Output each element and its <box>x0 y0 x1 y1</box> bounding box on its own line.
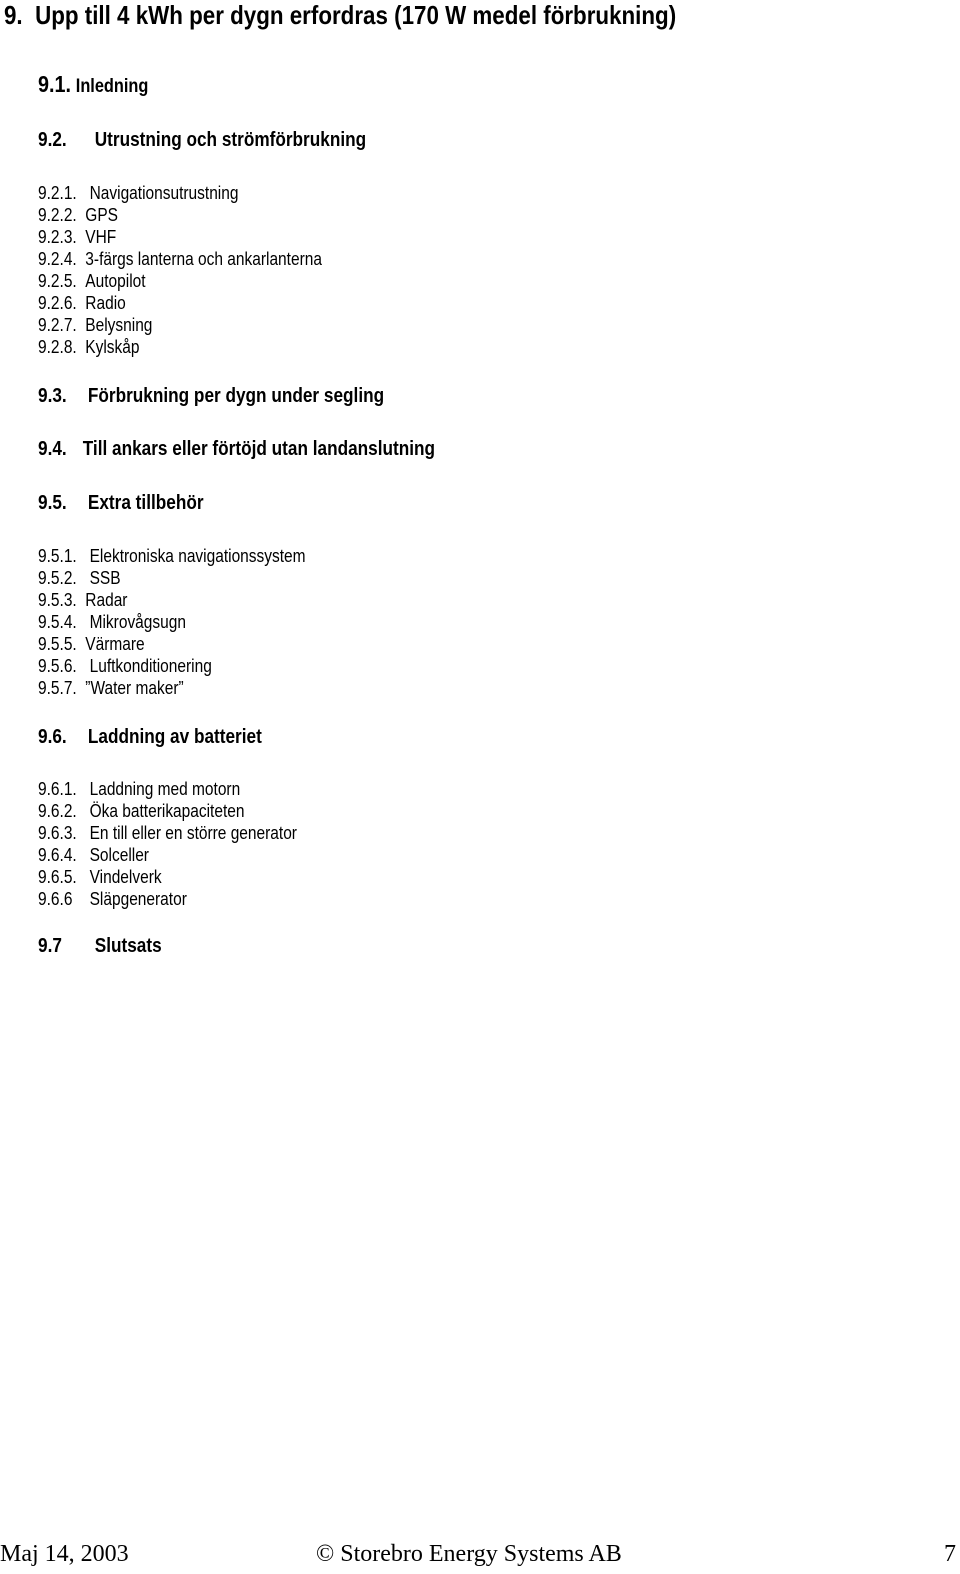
list-item: 9.5.5. Värmare <box>38 634 145 654</box>
list-item: 9.2.1. Navigationsutrustning <box>38 183 239 203</box>
list-item: 9.5.2. SSB <box>38 568 121 588</box>
list-item: 9.2.7. Belysning <box>38 315 153 335</box>
list-item: 9.6.1. Laddning med motorn <box>38 779 241 799</box>
footer-date: Maj 14, 2003 <box>0 1541 129 1567</box>
section-heading-9-1: 9.1. Inledning <box>38 71 149 97</box>
page-title <box>4 0 676 30</box>
list-item: 9.2.8. Kylskåp <box>38 337 140 357</box>
section-heading-9-5: 9.5. Extra tillbehör <box>38 492 204 514</box>
footer-copyright: © Storebro Energy Systems AB <box>316 1541 622 1567</box>
list-item: 9.6.2. Öka batterikapaciteten <box>38 801 245 821</box>
section-heading-9-2: 9.2. Utrustning och strömförbrukning <box>38 129 367 151</box>
list-item: 9.6.5. Vindelverk <box>38 867 162 887</box>
list-item: 9.5.7. ”Water maker” <box>38 678 184 698</box>
page-title-text: Upp till 4 kWh per dygn erfordras (170 W medel förbrukning) <box>35 0 677 30</box>
list-item: 9.2.3. VHF <box>38 227 117 247</box>
section-heading-9-6: 9.6. Laddning av batteriet <box>38 726 262 748</box>
list-item: 9.6.3. En till eller en större generator <box>38 823 297 843</box>
list-item: 9.5.4. Mikrovågsugn <box>38 612 186 632</box>
list-item: 9.2.5. Autopilot <box>38 271 146 291</box>
list-item: 9.2.2. GPS <box>38 205 118 225</box>
list-item: 9.6.4. Solceller <box>38 845 149 865</box>
list-item: 9.5.1. Elektroniska navigationssystem <box>38 546 306 566</box>
page-title-number: 9. <box>4 0 23 30</box>
section-heading-9-4: 9.4. Till ankars eller förtöjd utan landanslutning <box>38 438 436 460</box>
footer-page-number: 7 <box>944 1541 956 1567</box>
section-heading-9-7: 9.7 Slutsats <box>38 935 162 957</box>
list-item: 9.2.4. 3-färgs lanterna och ankarlanterna <box>38 249 322 269</box>
list-item: 9.6.6 Släpgenerator <box>38 889 187 909</box>
list-item: 9.5.3. Radar <box>38 590 128 610</box>
list-item: 9.2.6. Radio <box>38 293 126 313</box>
section-heading-9-3: 9.3. Förbrukning per dygn under segling <box>38 385 385 407</box>
list-item: 9.5.6. Luftkonditionering <box>38 656 212 676</box>
